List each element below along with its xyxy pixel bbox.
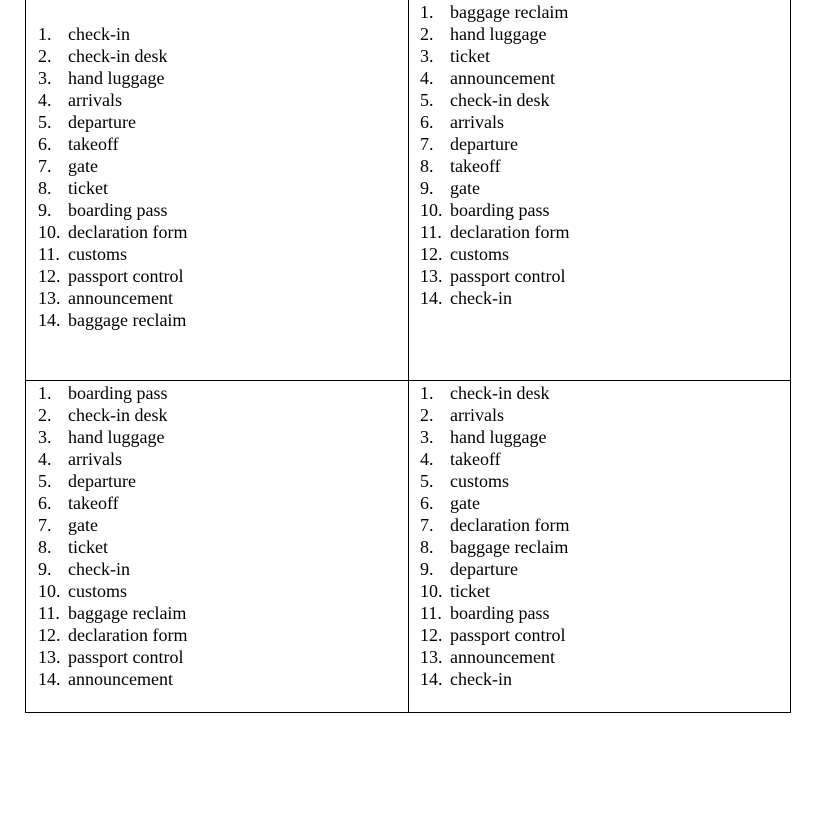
item-word: ticket <box>68 178 108 198</box>
list-item <box>38 624 418 646</box>
item-number: 9. <box>420 559 434 579</box>
item-word: takeoff <box>68 134 119 154</box>
item-number: 1. <box>420 383 434 403</box>
list-item <box>420 155 800 177</box>
item-word: departure <box>450 134 518 154</box>
list-item <box>38 89 418 111</box>
word-list-bottom-right <box>420 382 800 690</box>
item-number: 5. <box>420 471 434 491</box>
list-item <box>38 514 418 536</box>
item-word: check-in desk <box>68 405 168 425</box>
item-word: customs <box>450 244 510 264</box>
list-item <box>38 67 418 89</box>
item-word: boarding pass <box>450 200 550 220</box>
list-item <box>420 602 800 624</box>
list-item <box>38 221 418 243</box>
list-item <box>38 45 418 67</box>
item-word: boarding pass <box>450 603 550 623</box>
item-word: check-in desk <box>450 90 550 110</box>
item-word: ticket <box>68 537 108 557</box>
item-word: baggage reclaim <box>450 2 569 22</box>
item-word: baggage reclaim <box>68 310 187 330</box>
item-word: ticket <box>450 581 490 601</box>
item-word: check-in desk <box>450 383 550 403</box>
list-item <box>420 265 800 287</box>
list-item <box>420 243 800 265</box>
list-item <box>38 558 418 580</box>
cell-top-left <box>38 23 418 331</box>
list-item <box>420 448 800 470</box>
item-number: 4. <box>38 90 52 110</box>
item-number: 12. <box>38 625 61 645</box>
item-word: customs <box>450 471 510 491</box>
item-number: 11. <box>420 603 442 623</box>
item-word: departure <box>450 559 518 579</box>
item-word: takeoff <box>450 156 501 176</box>
word-list-top-left <box>38 23 418 331</box>
list-item <box>420 580 800 602</box>
list-item <box>420 111 800 133</box>
item-number: 11. <box>38 603 60 623</box>
item-number: 6. <box>420 112 434 132</box>
item-word: departure <box>68 112 136 132</box>
list-item <box>38 426 418 448</box>
list-item <box>38 309 418 331</box>
item-word: gate <box>450 178 480 198</box>
item-word: passport control <box>68 647 184 667</box>
table-horizontal-divider <box>26 380 790 381</box>
item-number: 12. <box>420 244 443 264</box>
item-word: gate <box>450 493 480 513</box>
list-item <box>420 1 800 23</box>
item-word: customs <box>68 244 128 264</box>
item-number: 10. <box>420 581 443 601</box>
item-word: declaration form <box>450 222 570 242</box>
list-item <box>38 580 418 602</box>
list-item <box>38 382 418 404</box>
item-word: baggage reclaim <box>450 537 569 557</box>
item-word: ticket <box>450 46 490 66</box>
item-number: 8. <box>38 537 52 557</box>
item-word: check-in desk <box>68 46 168 66</box>
item-word: gate <box>68 515 98 535</box>
list-item <box>420 668 800 690</box>
item-number: 2. <box>420 405 434 425</box>
item-word: takeoff <box>450 449 501 469</box>
item-word: check-in <box>450 669 512 689</box>
item-number: 3. <box>420 46 434 66</box>
item-word: baggage reclaim <box>68 603 187 623</box>
list-item <box>420 23 800 45</box>
item-word: declaration form <box>68 625 188 645</box>
item-number: 9. <box>38 200 52 220</box>
list-item <box>38 177 418 199</box>
item-number: 4. <box>38 449 52 469</box>
item-number: 2. <box>38 46 52 66</box>
item-word: announcement <box>68 669 173 689</box>
item-word: passport control <box>450 266 566 286</box>
item-number: 14. <box>38 669 61 689</box>
word-list-bottom-left <box>38 382 418 690</box>
item-word: departure <box>68 471 136 491</box>
item-number: 13. <box>38 288 61 308</box>
item-word: customs <box>68 581 128 601</box>
list-item <box>38 287 418 309</box>
list-item <box>420 382 800 404</box>
list-item <box>420 646 800 668</box>
item-word: hand luggage <box>68 68 165 88</box>
item-number: 7. <box>420 134 434 154</box>
item-number: 5. <box>38 112 52 132</box>
item-word: boarding pass <box>68 200 168 220</box>
list-item <box>420 89 800 111</box>
list-item <box>38 111 418 133</box>
item-word: declaration form <box>68 222 188 242</box>
list-item <box>420 67 800 89</box>
cell-bottom-left <box>38 382 418 690</box>
item-word: arrivals <box>450 405 504 425</box>
item-number: 7. <box>38 156 52 176</box>
list-item <box>420 133 800 155</box>
item-number: 4. <box>420 68 434 88</box>
item-word: hand luggage <box>68 427 165 447</box>
item-number: 14. <box>420 288 443 308</box>
item-number: 3. <box>38 427 52 447</box>
list-item <box>38 199 418 221</box>
item-number: 10. <box>38 222 61 242</box>
item-number: 5. <box>38 471 52 491</box>
item-number: 14. <box>420 669 443 689</box>
item-number: 2. <box>38 405 52 425</box>
item-number: 13. <box>38 647 61 667</box>
item-number: 1. <box>38 24 52 44</box>
item-number: 14. <box>38 310 61 330</box>
list-item <box>38 536 418 558</box>
item-word: hand luggage <box>450 427 547 447</box>
cell-bottom-right <box>420 382 800 690</box>
list-item <box>420 287 800 309</box>
list-item <box>420 199 800 221</box>
item-word: check-in <box>68 24 130 44</box>
item-number: 9. <box>420 178 434 198</box>
item-number: 12. <box>38 266 61 286</box>
list-item <box>420 624 800 646</box>
item-number: 10. <box>38 581 61 601</box>
item-word: gate <box>68 156 98 176</box>
item-number: 6. <box>38 493 52 513</box>
list-item <box>420 221 800 243</box>
list-item <box>420 514 800 536</box>
item-number: 4. <box>420 449 434 469</box>
item-word: announcement <box>450 68 555 88</box>
item-number: 8. <box>420 537 434 557</box>
item-word: announcement <box>450 647 555 667</box>
item-number: 8. <box>38 178 52 198</box>
list-item <box>38 668 418 690</box>
item-word: passport control <box>450 625 566 645</box>
item-number: 6. <box>38 134 52 154</box>
item-number: 8. <box>420 156 434 176</box>
list-item <box>38 470 418 492</box>
item-number: 7. <box>38 515 52 535</box>
item-number: 11. <box>420 222 442 242</box>
item-word: passport control <box>68 266 184 286</box>
list-item <box>420 558 800 580</box>
item-number: 13. <box>420 266 443 286</box>
list-item <box>38 155 418 177</box>
item-number: 7. <box>420 515 434 535</box>
item-number: 2. <box>420 24 434 44</box>
item-number: 11. <box>38 244 60 264</box>
list-item <box>38 23 418 45</box>
item-word: announcement <box>68 288 173 308</box>
list-item <box>420 177 800 199</box>
item-word: hand luggage <box>450 24 547 44</box>
item-number: 3. <box>420 427 434 447</box>
list-item <box>38 646 418 668</box>
list-item <box>38 404 418 426</box>
list-item <box>420 492 800 514</box>
item-number: 13. <box>420 647 443 667</box>
item-word: arrivals <box>68 90 122 110</box>
list-item <box>420 45 800 67</box>
list-item <box>38 133 418 155</box>
item-number: 1. <box>38 383 52 403</box>
item-number: 6. <box>420 493 434 513</box>
list-item <box>420 404 800 426</box>
word-list-top-right <box>420 1 800 309</box>
item-number: 1. <box>420 2 434 22</box>
cell-top-right <box>420 1 800 309</box>
item-word: takeoff <box>68 493 119 513</box>
item-word: check-in <box>68 559 130 579</box>
list-item <box>38 492 418 514</box>
item-word: arrivals <box>68 449 122 469</box>
item-number: 12. <box>420 625 443 645</box>
item-number: 10. <box>420 200 443 220</box>
list-item <box>38 243 418 265</box>
item-number: 5. <box>420 90 434 110</box>
item-word: arrivals <box>450 112 504 132</box>
list-item <box>420 470 800 492</box>
item-number: 9. <box>38 559 52 579</box>
item-word: declaration form <box>450 515 570 535</box>
list-item <box>38 265 418 287</box>
list-item <box>420 426 800 448</box>
item-number: 3. <box>38 68 52 88</box>
item-word: boarding pass <box>68 383 168 403</box>
list-item <box>420 536 800 558</box>
item-word: check-in <box>450 288 512 308</box>
list-item <box>38 602 418 624</box>
list-item <box>38 448 418 470</box>
